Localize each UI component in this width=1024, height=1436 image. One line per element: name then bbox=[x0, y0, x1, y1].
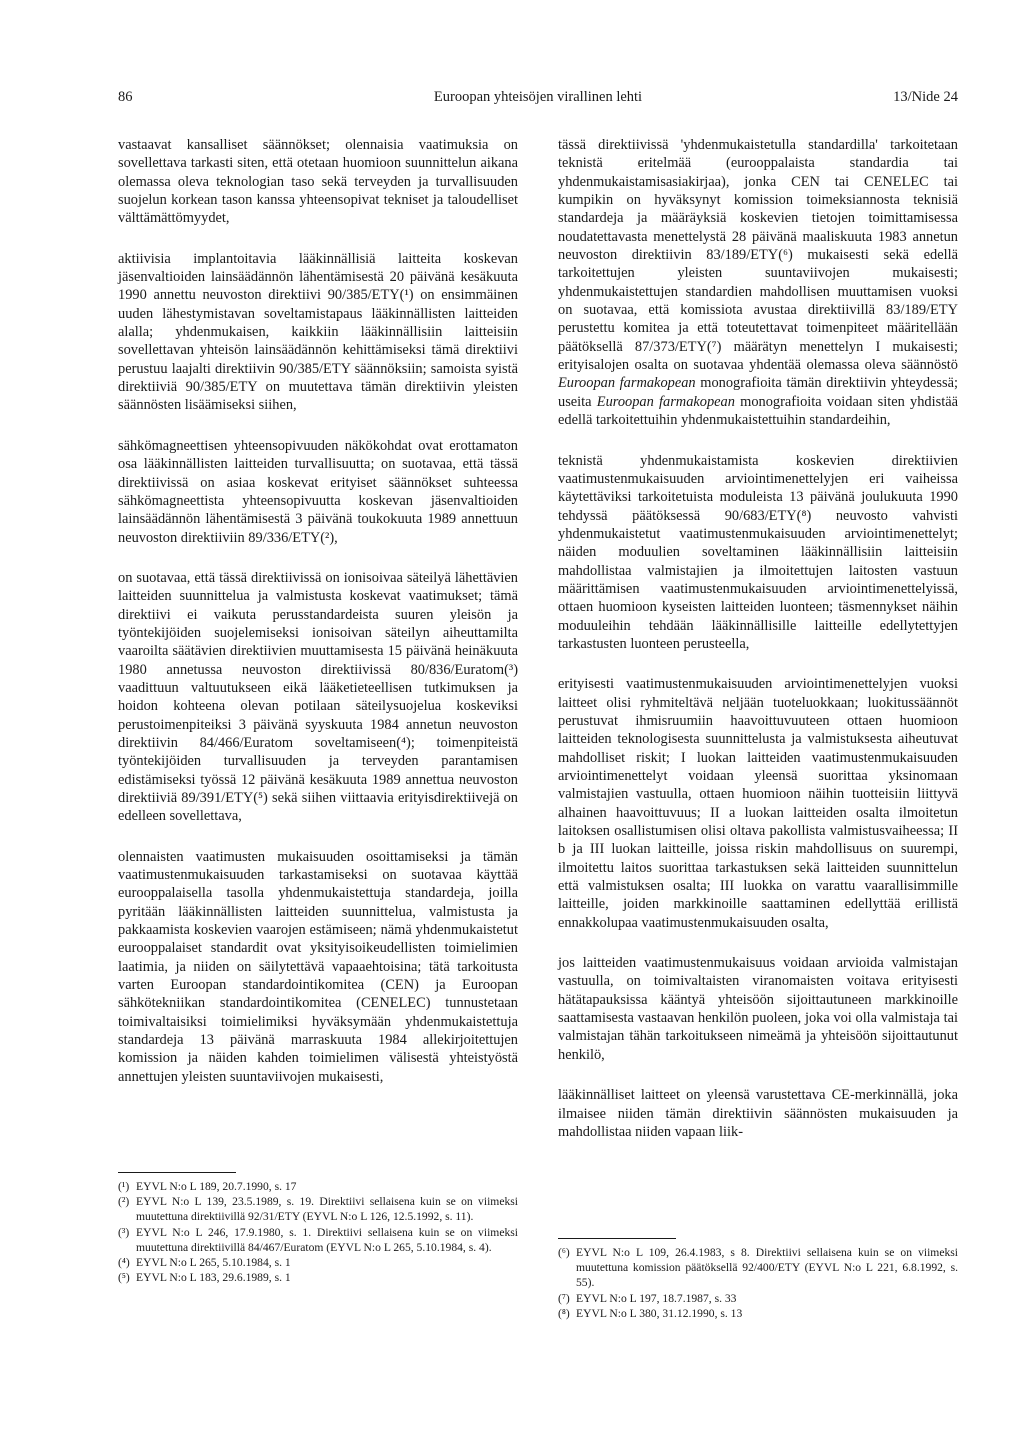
paragraph-text: monografioita tämän direktiivin yhteydessä; useita bbox=[558, 375, 958, 410]
footnotes-left bbox=[118, 1172, 518, 1285]
footnote-text: EYVL N:o L 246, 17.9.1980, s. 1. Direktiivi sellaisena kuin se on viimeksi muutettuna direktiivillä 84/467/Euratom (EYVL N:o L 265, 5.10.1984, s. 4). bbox=[136, 1225, 518, 1254]
volume-number: 13/Nide 24 bbox=[893, 89, 958, 105]
footnote-mark: (⁶) bbox=[558, 1246, 570, 1259]
footnote-mark: (⁸) bbox=[558, 1306, 570, 1320]
right-column bbox=[558, 136, 958, 1163]
footnote-text: EYVL N:o L 183, 29.6.1989, s. 1 bbox=[136, 1271, 291, 1285]
emphasis-text: Euroopan farmakopean bbox=[596, 393, 735, 410]
footnote-text: EYVL N:o L 189, 20.7.1990, s. 17 bbox=[136, 1180, 297, 1193]
footnote-mark: (¹) bbox=[118, 1180, 130, 1193]
paragraph-text: tässä direktiivissä 'yhdenmukaistetulla standardilla' tarkoitetaan teknistä eritelmää (eurooppalaista standardia tai yhdenmukaistamisasiakirjaa), jonka CEN tai CENELEC tai kumpikin on hyväksynyt komission toimeksiannosta teknisiä standardeja ja määräyksiä koskevien tietojen toimittamisessa noudatettavasta menettelystä 28 päivänä maaliskuuta 1983 annetun neuvoston direktiivin 83/189/ETY(⁶) mukaisesti sekä edellä tarkoitettujen yleisten suuntaviivojen mukaisesti; yhdenmukaistettujen standardien mahdollisen muuttamisen vuoksi on suotavaa, että komissiota avustaa direktiivillä 83/189/ETY perustettu komitea ja että toteutettavat toimenpiteet määritellään päätöksellä 87/373/ETY(⁷) määrätyn menettelyn I mukaisesti; erityisalojen osalta on suotavaa yhdentää olemassa oleva säännöstö bbox=[558, 137, 958, 374]
paragraph: aktiivisia implantoitavia lääkinnällisiä laitteita koskevan jäsenvaltioiden lainsäädännön lähentämisestä 20 päivänä kesäkuuta 1990 annettu neuvoston direktiivi 90/385/ETY(¹) on ensimmäinen uuden lähestymistavan soveltamistapaus lääkinnällisten laitteiden alalla; yhdenmukaisen, kaikkiin lääkinnällisiin laitteisiin sovellettavan yhteisön lainsäädännön kehittämiseksi tämä direktiivi perustuu laajalti direktiivin 90/385/ETY säännöksiin; samoista syistä direktiiviä 90/385/ETY on muutettava tämän direktiivin yleisten säännösten lisäämiseksi siihen, bbox=[118, 250, 518, 414]
paragraph: jos laitteiden vaatimustenmukaisuus voidaan arvioida valmistajan vastuulla, on toimivaltaisten viranomaisten voitava erityisesti hätätapauksissa kääntyä yhteisöön sijoittautuneen markkinoille saattamisesta vastaavan henkilön puoleen, joka voi olla valmistaja tai valmistajan tähän tarkoitukseen nimeämä ja yhteisöön sijoittautunut henkilö, bbox=[558, 955, 958, 1063]
paragraph-text: monografioita voidaan siten yhdistää edellä tarkoitettuihin yhdenmukaistettuihin standardeihin, bbox=[558, 393, 958, 429]
footnotes-right bbox=[558, 1238, 958, 1321]
footnote bbox=[118, 1270, 518, 1285]
footnote-mark: (⁴) bbox=[118, 1256, 130, 1270]
footnote-text: EYVL N:o L 197, 18.7.1987, s. 33 bbox=[576, 1291, 737, 1305]
paragraph-with-emphasis bbox=[558, 136, 958, 430]
footnote bbox=[558, 1245, 958, 1291]
footnote-divider bbox=[118, 1172, 236, 1173]
footnote-mark: (²) bbox=[118, 1195, 130, 1209]
footnote-text: EYVL N:o L 265, 5.10.1984, s. 1 bbox=[136, 1256, 291, 1270]
paragraph: on suotavaa, että tässä direktiivissä on ionisoivaa säteilyä lähettävien laitteiden suunnittelua ja valmistusta koskevat vaatimukset; tämä direktiivi ei vaikuta perusstandardeista suuren yleisön ja työntekijöiden suojelemiseksi ionisoivan säteilyn aiheuttamilta vaaroilta säätävien direktiivien muuttamisesta 15 päivänä heinäkuuta 1980 annetussa neuvoston direktiivissä 80/836/Euratom(³) vaadittuun valtuutukseen eikä lääketieteellisen tutkimuksen ja hoidon kohteena olevan potilaan säteilysuojelua koskeviksi perustoimenpiteiksi 3 päivänä syyskuuta 1984 annetun neuvoston direktiivin 84/466/Euratom soveltamiseen(⁴); toimenpiteistä työntekijöiden turvallisuuden ja terveyden parantamisen edistämiseksi työssä 12 päivänä kesäkuuta 1989 annettua neuvoston direktiiviä 89/391/ETY(⁵) sekä siihen viittaavia erityisdirektiivejä on edelleen sovellettava, bbox=[118, 569, 518, 825]
journal-title: Euroopan yhteisöjen virallinen lehti bbox=[433, 89, 643, 105]
page-number: 86 bbox=[118, 89, 133, 105]
paragraph: lääkinnälliset laitteet on yleensä varustettava CE-merkinnällä, joka ilmaisee niiden tämän direktiivin säännösten mukaisuuden ja mahdollistaa niiden vapaan liik- bbox=[558, 1087, 958, 1140]
footnote bbox=[118, 1255, 518, 1270]
paragraph: teknistä yhdenmukaistamista koskevien direktiivien vaatimustenmukaisuuden arviointimenettelyjen eri vaiheissa käytettäviksi tarkoitetuista moduleista 13 päivänä joulukuuta 1990 tehdyssä päätöksessä 90/683/ETY(⁸) neuvosto vahvisti yhdenmukaistetut vaatimustenmukaisuuden arviointimenettelyt; näiden moduulien soveltaminen lääkinnällisiin laitteisiin mahdollistaa valmistajien ja ilmoitettujen laitosten vastuun määrittämisen vaatimustenmukaisuuden arviointimenettelyissä, ottaen huomioon kyseisten laitteiden luonteen; täsmennykset näihin moduuleihin tehdään lääkinnällisille laitteille edellytettyjen tarkastusten luonteen perusteella, bbox=[558, 452, 958, 652]
footnote-text: EYVL N:o L 380, 31.12.1990, s. 13 bbox=[576, 1306, 743, 1320]
footnote-divider bbox=[558, 1238, 676, 1239]
paragraph: sähkömagneettisen yhteensopivuuden näkökohdat ovat erottamaton osa lääkinnällisten laitteiden turvallisuutta; on suotavaa, että tässä direktiivissä on asiaa koskevat erityiset säännökset suhteessa sähkömagneettista yhteensopivuutta koskevan jäsenvaltioiden lainsäädännön lähentämisestä 3 päivänä toukokuuta 1989 annettuun neuvoston direktiiviin 89/336/ETY(²), bbox=[118, 437, 518, 546]
left-column bbox=[118, 136, 518, 1108]
emphasis-text: Euroopan farmakopean bbox=[558, 375, 696, 392]
paragraph: olennaisten vaatimusten mukaisuuden osoittamiseksi ja tämän vaatimustenmukaisuuden tarkastamiseksi on suotavaa käyttää eurooppalaisella tasolla yhdenmukaistettuja standardeja, joilla pyritään lääkinnällisten laitteiden suunnittelua, valmistusta ja pakkaamista koskevien vaarojen estämiseen; nämä yhdenmukaistetut eurooppalaiset standardit ovat yksityisoikeudellisten toimielimien laatimia, ja niiden on säilytettävä vapaaehtoisina; tätä tarkoitusta varten Euroopan standardointikomitea (CEN) ja Euroopan sähkötekniikan standardointikomitea (CENELEC) tunnustetaan toimivaltaisiksi toimielimiksi hyväksymään yhdenmukaistettuja standardeja 13 päivänä marraskuuta 1984 allekirjoitettujen komission ja näiden kahden toimielimen välisestä yhteistyöstä annettujen yleisten suuntaviivojen mukaisesti, bbox=[118, 848, 518, 1085]
footnote-mark: (³) bbox=[118, 1225, 130, 1239]
footnote-text: EYVL N:o L 139, 23.5.1989, s. 19. Direktiivi sellaisena kuin se on viimeksi muutettuna direktiivillä 92/31/ETY (EYVL N:o L 126, 12.5.1992, s. 11). bbox=[136, 1195, 518, 1224]
footnote bbox=[118, 1194, 518, 1224]
footnote bbox=[558, 1291, 958, 1306]
footnote-mark: (⁵) bbox=[118, 1271, 130, 1285]
paragraph: erityisesti vaatimustenmukaisuuden arviointimenettelyjen vuoksi laitteet olisi ryhmiteltävä neljään tuoteluokkaan; luokitussäännöt perustuvat ihmisruumiin haavoittuvuuteen ottaen huomioon laitteiden teknologisesta suunnittelusta ja valmistuksesta aiheutuvat mahdolliset riskit; I luokan laitteiden vaatimustenmukaisuuden arviointimenettelyt voidaan yleensä suorittaa yksinomaan valmistajien vastuulla, ottaen huomioon näihin tuotteisiin liittyvä alhainen haavoittuvuus; II a luokan laitteiden osalta ilmoitetun laitoksen osallistumisen olisi oltava pakollista valmistusvaiheessa; II b ja III luokan laitteille, joissa riskin mahdollisuus on suurempi, ilmoitettu laitos suorittaa tarkastuksen sekä laitteiden suunnittelun että valmistuksen osalta; III luokka on varattu vaarallisimmille laitteille, joiden markkinoille saattaminen edellyttää erillistä ennakkolupaa vaatimustenmukaisuuden osalta, bbox=[558, 676, 958, 931]
footnote bbox=[118, 1225, 518, 1255]
footnote bbox=[558, 1306, 958, 1321]
page-header bbox=[118, 86, 958, 108]
footnote bbox=[118, 1179, 518, 1194]
paragraph: vastaavat kansalliset säännökset; olennaisia vaatimuksia on sovellettava tarkasti siten, että otetaan huomioon suunnittelun aikana olemassa oleva teknologian taso sekä terveyden ja turvallisuuden suojelun korkean tason kanssa yhteensopivat tekniset ja taloudelliset välttämättömyydet, bbox=[118, 137, 518, 227]
footnote-text: EYVL N:o L 109, 26.4.1983, s 8. Direktiivi sellaisena kuin se on viimeksi muutettuna komission päätöksellä 92/400/ETY (EYVL N:o L 221, 6.8.1992, s. 55). bbox=[576, 1246, 958, 1290]
footnote-mark: (⁷) bbox=[558, 1291, 570, 1305]
